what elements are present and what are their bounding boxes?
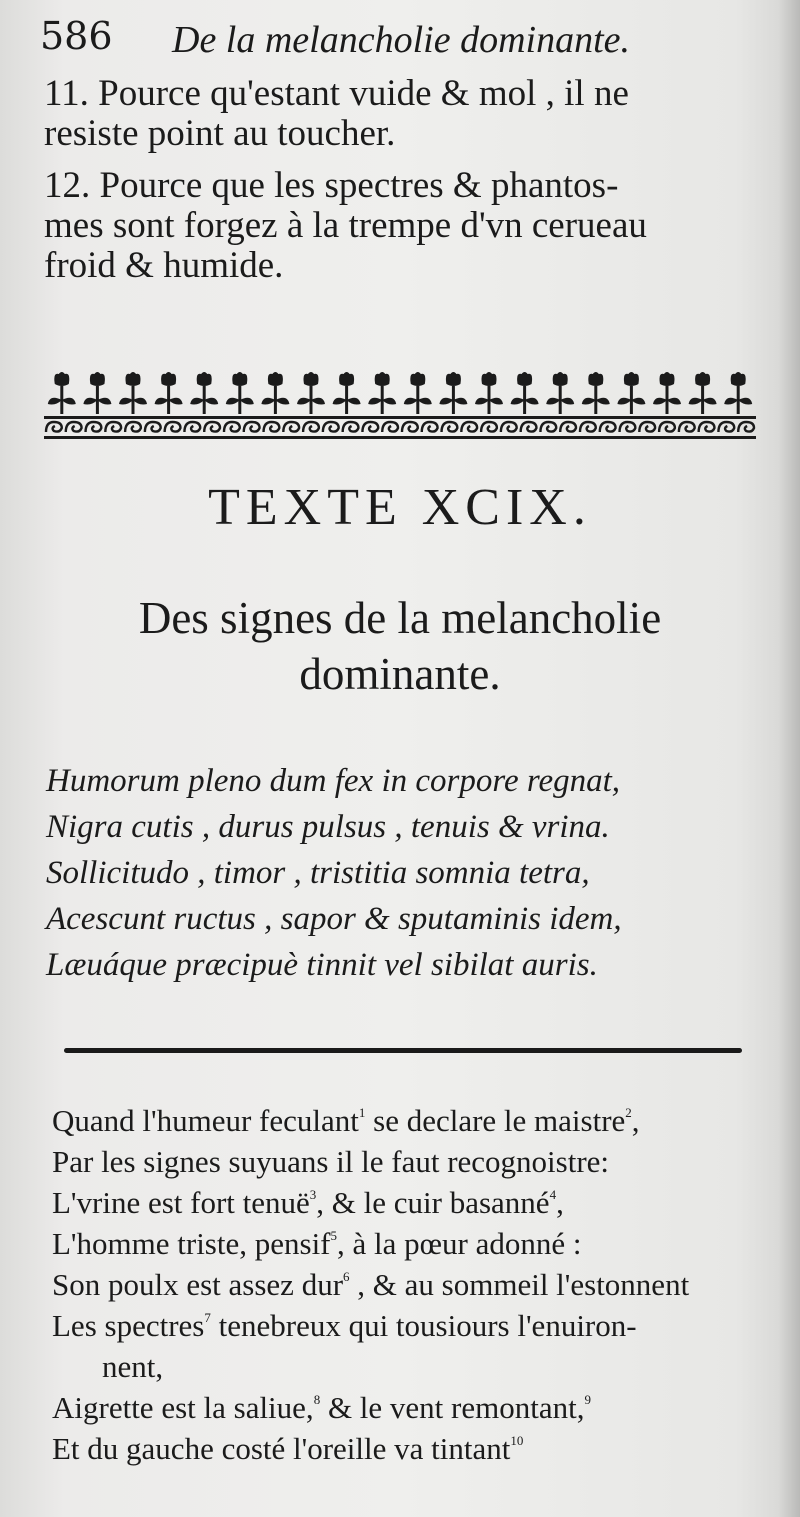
footnote-mark: 10 [510,1433,524,1448]
flower-motif [546,372,574,414]
scroll-motif [145,422,161,432]
page-number: 586 [40,14,113,58]
section-number: TEXTE XCIX. [208,479,592,536]
text-line: froid & humide. [44,245,284,286]
flower-motif [83,372,111,414]
text-line: 11. Pource qu'estant vuide & mol , il ne [44,73,629,114]
scroll-motif [560,422,576,432]
scroll-motif [165,422,181,432]
scroll-motif [620,422,636,432]
verse-line: Nigra cutis , durus pulsus , tenuis & vrina. [46,809,610,845]
flower-motif [724,372,752,414]
scroll-motif [125,422,141,432]
scroll-motif [659,422,675,432]
scroll-motif [402,422,418,432]
text-line: resiste point au toucher. [44,113,396,154]
section-heading [0,590,800,702]
scroll-motif [600,422,616,432]
verse-line: Humorum pleno dum fex in corpore regnat, [46,763,621,799]
scroll-motif [679,422,695,432]
verse-line: Son poulx est assez dur$^6$ , & au sommeil l'estonnent [52,1267,690,1302]
verse-line: Par les signes suyuans il le faut recognoistre: [52,1144,610,1179]
flower-motif [297,372,325,414]
footnote-mark: 9 [584,1392,591,1407]
scroll-motif [382,422,398,432]
flower-motif [261,372,289,414]
scroll-motif [204,422,220,432]
flower-motif [439,372,467,414]
flower-motif [226,372,254,414]
scroll-motif [264,422,280,432]
horizontal-rule [64,1048,742,1053]
scroll-motif [442,422,458,432]
latin-verse [46,758,766,988]
flower-motif [582,372,610,414]
scroll-motif [343,422,359,432]
flower-motif [689,372,717,414]
verse-line: Acescunt ructus , sapor & sputaminis idem, [46,901,622,937]
scroll-motif [580,422,596,432]
scroll-motif [303,422,319,432]
scroll-motif [699,422,715,432]
page-edge-shadow [778,0,800,1517]
scroll-motif [224,422,240,432]
scroll-motif [105,422,121,432]
scroll-motif [540,422,556,432]
footnote-mark: 6 [343,1269,350,1284]
scroll-motif [481,422,497,432]
flower-motif [155,372,183,414]
footnote-mark: 8 [313,1392,321,1407]
text-line: 12. Pource que les spectres & phantos- [44,165,619,206]
running-title: De la melancholie dominante. [172,19,631,61]
flower-motif [368,372,396,414]
footnote-mark: 7 [204,1310,211,1325]
paragraph-12 [44,166,756,286]
footnote-mark: 5 [330,1228,338,1243]
scroll-motif [738,422,754,432]
flower-motif [617,372,645,414]
running-head [40,14,760,70]
verse-line: Les spectres$^7$ tenebreux qui tousiours l'enuiron- [52,1308,637,1343]
ornamental-band [44,370,756,440]
flower-motif [119,372,147,414]
verse-line: nent, [102,1349,164,1384]
heading-line: dominante. [299,649,501,699]
footnote-mark: 3 [309,1187,317,1202]
flower-motif [48,372,76,414]
flower-motif [333,372,361,414]
scroll-motif [718,422,734,432]
paragraph-11 [44,74,756,154]
verse-line: L'vrine est fort tenuë$^3$, & le cuir basanné$^4$, [52,1185,564,1220]
scroll-motif [244,422,260,432]
heading-line: Des signes de la melancholie [138,593,662,643]
scroll-motif [323,422,339,432]
scroll-motif [501,422,517,432]
verse-line: Læuáque præcipuè tinnit vel sibilat auris. [46,947,598,983]
flower-motif [475,372,503,414]
verse-line: Aigrette est la saliue,$^8$ & le vent remontant,$^9$ [52,1390,591,1425]
verse-line: Et du gauche costé l'oreille va tintant$^{10}$ [52,1431,524,1466]
scroll-motif [422,422,438,432]
scroll-motif [46,422,62,432]
flower-motif [653,372,681,414]
scroll-motif [639,422,655,432]
scroll-motif [86,422,102,432]
footnote-mark: 2 [625,1105,632,1120]
verse-line: L'homme triste, pensif$^5$, à la pœur adonné : [52,1226,582,1261]
verse-line: Quand l'humeur feculant$^1$ se declare le maistre$^2$, [52,1103,640,1138]
verse-line: Sollicitudo , timor , tristitia somnia tetra, [46,855,590,891]
french-verse [52,1100,772,1469]
scroll-motif [184,422,200,432]
text-line: mes sont forgez à la trempe d'vn cerueau [44,205,647,246]
footnote-mark: 4 [549,1187,557,1202]
flower-motif [511,372,539,414]
scroll-motif [283,422,299,432]
footnote-mark: 1 [358,1105,366,1120]
scroll-motif [521,422,537,432]
flower-motif [190,372,218,414]
scroll-motif [461,422,477,432]
scroll-motif [66,422,82,432]
scroll-motif [362,422,378,432]
flower-motif [404,372,432,414]
